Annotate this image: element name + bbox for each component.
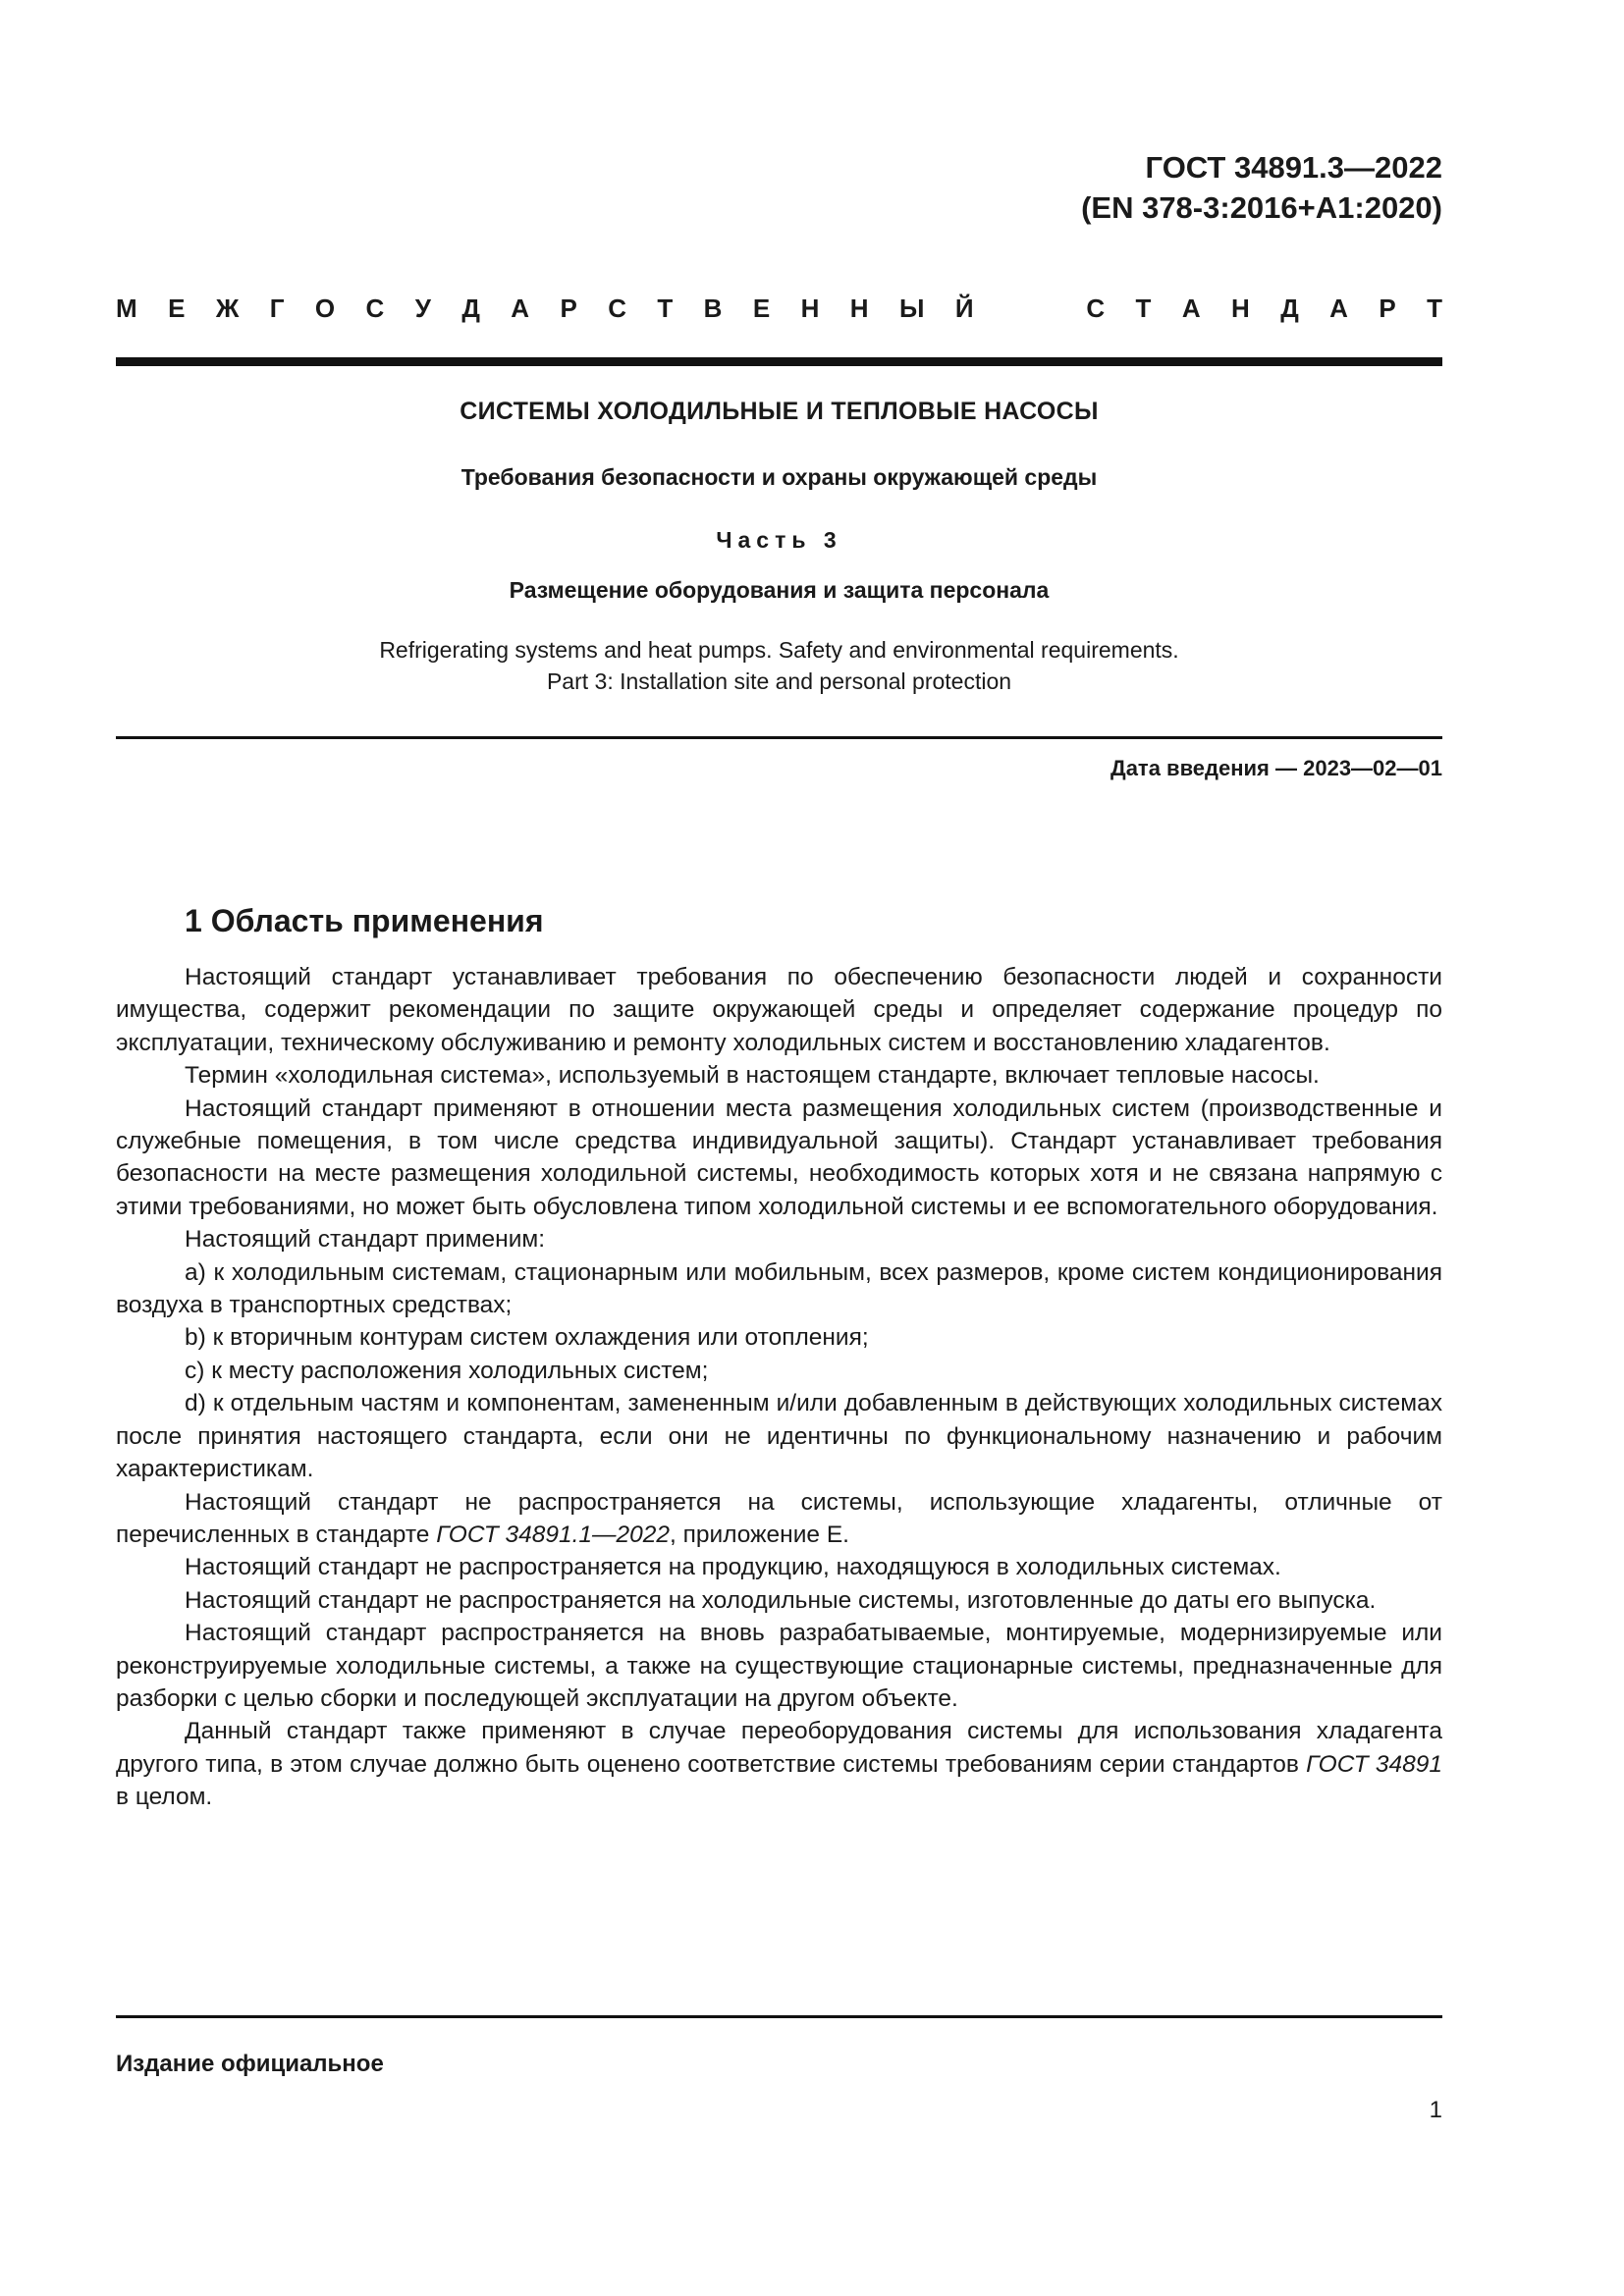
standard-code-line-2: (EN 378-3:2016+A1:2020): [1081, 190, 1442, 225]
standard-reference: ГОСТ 34891.1—2022: [436, 1521, 671, 1548]
paragraph-text: в целом.: [116, 1784, 213, 1811]
heading-letter: Г: [269, 294, 285, 323]
footer-rule: [116, 2015, 1442, 2018]
english-title: [116, 634, 1442, 697]
heading-letter: Н: [849, 294, 869, 323]
list-item-a: a) к холодильным системам, стационарным или мобильным, всех размеров, кроме систем кондиционирования воздуха в транспортных средствах;: [116, 1258, 1442, 1319]
header-rule: [116, 357, 1442, 366]
paragraph: Настоящий стандарт устанавливает требования по обеспечению безопасности людей и сохранности имущества, содержит рекомендации по защите окружающей среды и определяет содержание процедур по эксплуатации, техническому обслуживанию и ремонту холодильных систем и восстановлению хладагентов.: [116, 964, 1442, 1056]
section-heading: 1 Область применения: [185, 903, 544, 938]
paragraph: Настоящий стандарт не распространяется на холодильные системы, изготовленные до даты его выпуска.: [185, 1586, 1377, 1614]
heading-letter: В: [703, 294, 723, 323]
paragraph-text: , приложение E.: [670, 1521, 849, 1548]
heading-letter: Т: [1427, 294, 1442, 323]
page-number: 1: [1429, 2097, 1442, 2123]
paragraph: Термин «холодильная система», используемый в настоящем стандарте, включает тепловые насосы.: [185, 1062, 1320, 1090]
heading-letter: О: [314, 294, 336, 323]
heading-letter: С: [608, 294, 626, 323]
heading-letter: А: [1181, 294, 1201, 323]
standard-code-line-1: ГОСТ 34891.3—2022: [1145, 150, 1442, 185]
heading-letter: Е: [168, 294, 186, 323]
interstate-standard-heading: [116, 292, 1442, 325]
heading-letter: Д: [1280, 294, 1299, 323]
paragraph-text: Настоящий стандарт не распространяется на системы, использующие хладагенты, отличные от перечисленных в стандарте: [116, 1488, 1442, 1548]
official-edition-label: Издание официальное: [116, 2051, 384, 2077]
paragraph: Настоящий стандарт применяют в отношении места размещения холодильных систем (производственные и служебные помещения, в том числе средства индивидуальной защиты). Стандарт устанавливает требования безопасности на месте размещения холодильной системы, необходимость которых хотя и не связана напрямую с этими требованиями, но может быть обусловлена типом холодильной системы и ее вспомогательного оборудования.: [116, 1095, 1442, 1220]
section-body: [116, 961, 1442, 1814]
standard-code: [1081, 147, 1442, 228]
heading-letter: Й: [954, 294, 974, 323]
title-rule: [116, 736, 1442, 739]
heading-letter: А: [1329, 294, 1348, 323]
heading-letter: М: [116, 294, 137, 323]
heading-word-gap: [1004, 292, 1056, 325]
introduction-date: Дата введения — 2023—02—01: [1110, 756, 1442, 780]
heading-letter: А: [511, 294, 530, 323]
heading-letter: Т: [657, 294, 674, 323]
heading-letter: Ж: [215, 294, 240, 323]
heading-letter: У: [414, 294, 431, 323]
document-part: Часть 3: [716, 527, 842, 553]
paragraph-text: Данный стандарт также применяют в случае переоборудования системы для использования хладагента другого типа, в этом случае должно быть оценено соответствие системы требованиям серии стандартов: [116, 1718, 1442, 1778]
heading-letter: Т: [1135, 294, 1152, 323]
list-item-c: c) к месту расположения холодильных систем;: [185, 1357, 709, 1384]
heading-letter: Д: [461, 294, 480, 323]
paragraph: Настоящий стандарт распространяется на вновь разрабатываемые, монтируемые, модернизируемые или реконструируемые холодильные системы, а также на существующие стационарные системы, предназначенные для разборки с целью сборки и последующей эксплуатации на другом объекте.: [116, 1620, 1442, 1712]
heading-letter: Н: [800, 294, 820, 323]
heading-letter: Е: [752, 294, 771, 323]
heading-letter: С: [365, 294, 385, 323]
list-item-d: d) к отдельным частям и компонентам, замененным и/или добавленным в действующих холодильных системах после принятия настоящего стандарта, если они не идентичны по функциональному назначению и рабочим характеристикам.: [116, 1390, 1442, 1483]
paragraph: Настоящий стандарт не распространяется на продукцию, находящуюся в холодильных системах.: [185, 1554, 1281, 1581]
document-subtitle: Требования безопасности и охраны окружающей среды: [460, 464, 1098, 490]
paragraph: [116, 1715, 1442, 1813]
standard-reference: ГОСТ 34891: [1306, 1750, 1442, 1778]
paragraph: [116, 1486, 1442, 1552]
heading-letter: Р: [1379, 294, 1396, 323]
heading-letter: С: [1086, 294, 1106, 323]
document-part-title: Размещение оборудования и защита персонала: [509, 577, 1050, 603]
paragraph: Настоящий стандарт применим:: [185, 1226, 546, 1254]
heading-letter: Р: [560, 294, 577, 323]
heading-letter: Ы: [898, 294, 925, 323]
heading-letter: Н: [1231, 294, 1250, 323]
document-title: СИСТЕМЫ ХОЛОДИЛЬНЫЕ И ТЕПЛОВЫЕ НАСОСЫ: [460, 398, 1099, 425]
english-title-line-1: Refrigerating systems and heat pumps. Safety and environmental requirements.: [379, 637, 1179, 663]
list-item-b: b) к вторичным контурам систем охлаждения или отопления;: [185, 1324, 869, 1352]
english-title-line-2: Part 3: Installation site and personal protection: [546, 668, 1012, 694]
